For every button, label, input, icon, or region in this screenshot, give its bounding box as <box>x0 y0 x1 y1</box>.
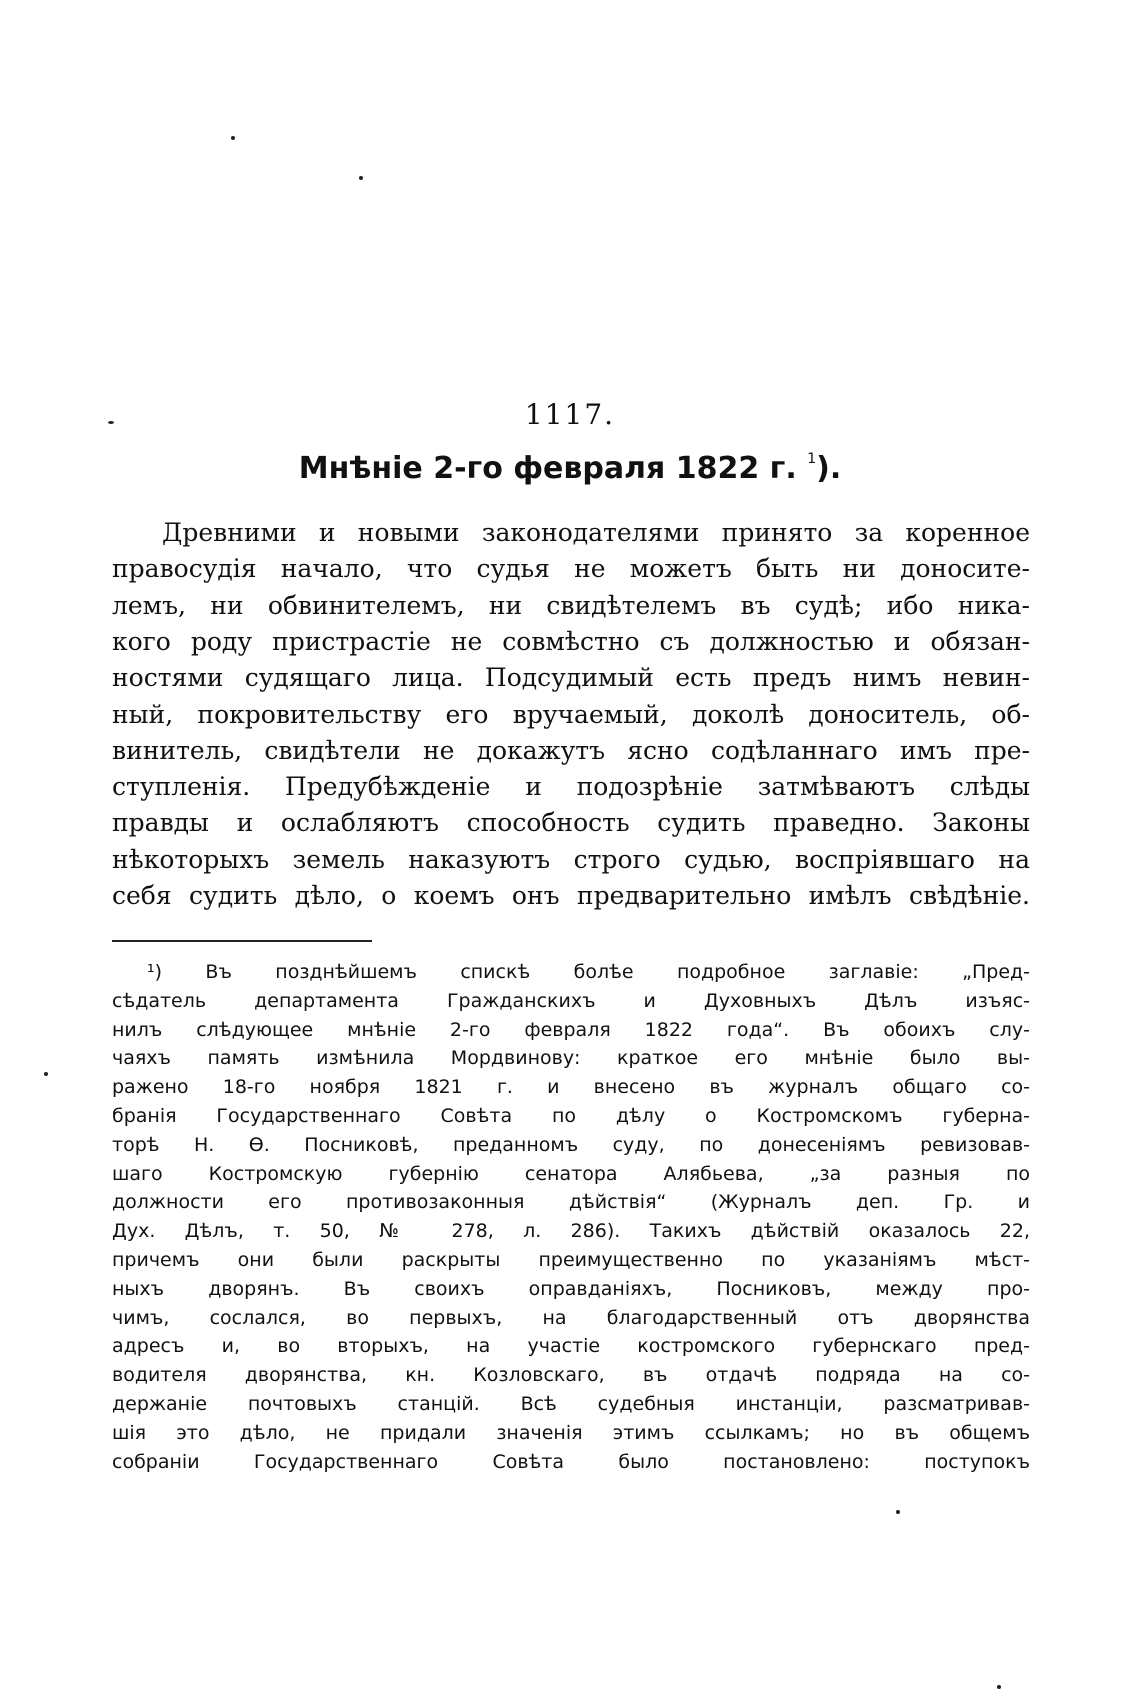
footnote-line: адресъ и, во вторыхъ, на участіе костромского губернскаго пред- <box>112 1335 1030 1358</box>
footnote-line: чимъ, сослался, во первыхъ, на благодарственный отъ дворянства <box>112 1306 1030 1329</box>
title-close: ). <box>816 451 842 486</box>
body-line: лемъ, ни обвинителемъ, ни свидѣтелемъ въ судѣ; ибо ника- <box>112 590 1030 620</box>
body-line: себя судить дѣло, о коемъ онъ предварительно имѣлъ свѣдѣніе. <box>112 881 1030 910</box>
body-line: ступленія. Предубѣжденіе и подозрѣніе затмѣваютъ слѣды <box>112 772 1030 802</box>
footnote-line: должности его противозаконныя дѣйствія“ (Журналъ деп. Гр. и <box>112 1191 1030 1214</box>
title-text: Мнѣніе 2-го февраля 1822 г. <box>298 451 797 486</box>
body-line: Древними и новыми законодателями принято за коренное <box>162 518 1030 547</box>
footnote-line: бранія Государственнаго Совѣта по дѣлу о Костромскомъ губерна- <box>112 1105 1030 1127</box>
scan-speck <box>44 1072 48 1076</box>
footnote-line: водителя дворянства, кн. Козловскаго, въ отдачѣ подряда на со- <box>112 1364 1030 1387</box>
footnote-line: чаяхъ память измѣнила Мордвинову: краткое его мнѣніе было вы- <box>112 1047 1030 1070</box>
footnote-line: держаніе почтовыхъ станцій. Всѣ судебныя инстанціи, разсматривав- <box>112 1393 1030 1415</box>
footnote-line: торѣ Н. Ѳ. Посниковѣ, преданномъ суду, по донесеніямъ ревизовав- <box>112 1133 1030 1156</box>
body-line: правды и ослабляютъ способность судить праведно. Законы <box>112 808 1030 838</box>
scan-speck <box>231 136 235 140</box>
document-title <box>0 451 1140 486</box>
footnote-line: собраніи Государственнаго Совѣта было постановлено: поступокъ <box>112 1450 1030 1473</box>
scan-speck <box>359 176 363 180</box>
document-number: 1117. <box>524 398 616 431</box>
footnote-line: шаго Костромскую губернію сенатора Алябьева, „за разныя по <box>112 1162 1030 1185</box>
footnote-line: ¹) Въ позднѣйшемъ спискѣ болѣе подробное заглавіе: „Пред- <box>147 961 1030 983</box>
footnote-line: сѣдатель департамента Гражданскихъ и Духовныхъ Дѣлъ изъяс- <box>112 989 1030 1012</box>
body-line: ностями судящаго лица. Подсудимый есть предъ нимъ невин- <box>112 663 1030 693</box>
body-line: ный, покровительству его вручаемый, доколѣ доноситель, об- <box>112 699 1030 729</box>
body-line: правосудія начало, что судья не можетъ быть ни доносите- <box>112 554 1030 584</box>
footnote-line: шія это дѣло, не придали значенія этимъ ссылкамъ; но въ общемъ <box>112 1421 1030 1444</box>
scan-speck <box>997 1685 1001 1689</box>
footnote-line: нилъ слѣдующее мнѣніе 2-го февраля 1822 года“. Въ обоихъ слу- <box>112 1018 1030 1041</box>
footnote-line: причемъ они были раскрыты преимущественно по указаніямъ мѣст- <box>112 1249 1030 1271</box>
title-footnote-mark: 1 <box>807 451 817 467</box>
body-line: кого роду пристрастіе не совмѣстно съ должностью и обязан- <box>112 626 1030 656</box>
footnote-line: ражено 18-го ноября 1821 г. и внесено въ журналъ общаго со- <box>112 1076 1030 1099</box>
footnote-line: Дух. Дѣлъ, т. 50, № 278, л. 286). Такихъ дѣйствій оказалось 22, <box>112 1220 1030 1243</box>
scan-speck <box>896 1510 900 1514</box>
body-line: винитель, свидѣтели не докажутъ ясно содѣланнаго имъ пре- <box>112 735 1030 765</box>
body-line: нѣкоторыхъ земель наказуютъ строго судью, воспріявшаго на <box>112 844 1030 874</box>
footnote-rule <box>112 940 372 942</box>
footnote-line: ныхъ дворянъ. Въ своихъ оправданіяхъ, Посниковъ, между про- <box>112 1277 1030 1300</box>
